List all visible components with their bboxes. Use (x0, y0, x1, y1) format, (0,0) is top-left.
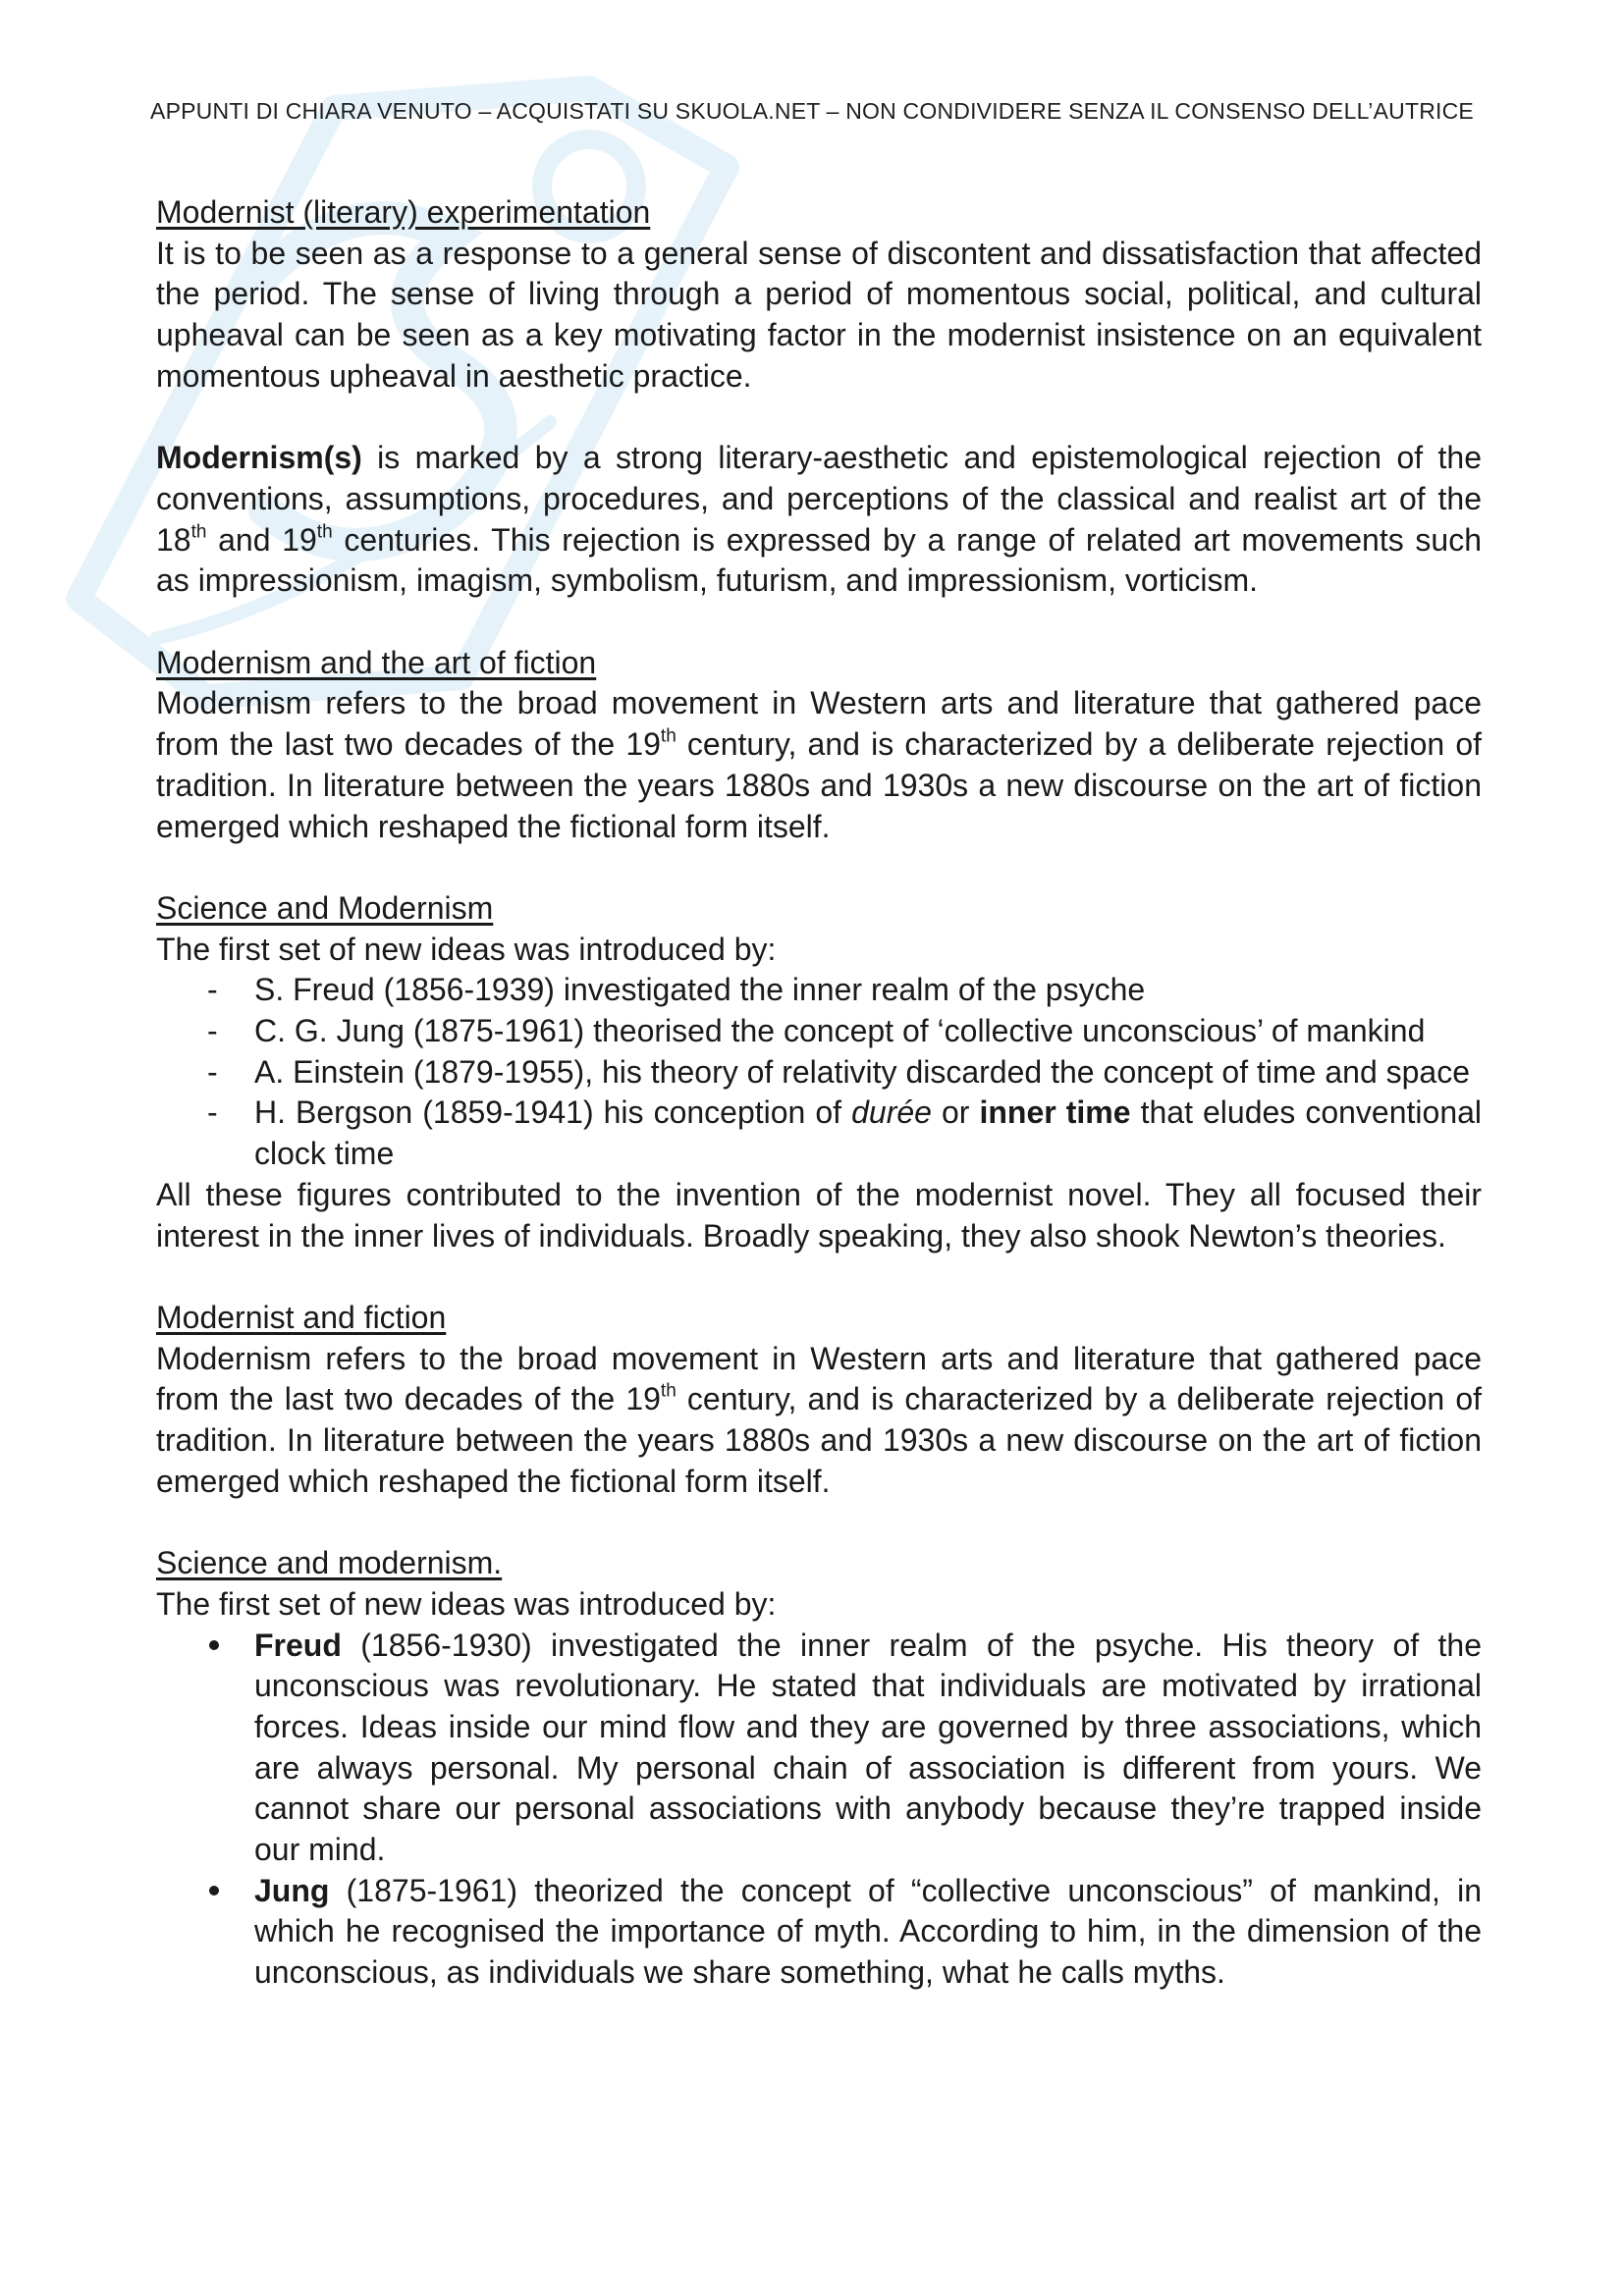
bullet-icon (209, 1886, 219, 1896)
section-heading: Modernism and the art of fiction (156, 644, 597, 680)
list-item-freud: Freud (1856-1930) investigated the inner realm of the psyche. His theory of the unconscious was revolutionary. He stated that individuals are motivated by irrational forces. Ideas inside our mind flow and they are governed by three associations, which are always personal. My personal chain of association is different from yours. We cannot share our personal associations with anybody because they’re trapped inside our mind. (156, 1626, 1482, 1871)
section-modernisms (156, 438, 1482, 602)
section-science-and-modernism (156, 888, 1482, 1256)
section-paragraph: Modernism refers to the broad movement in Western arts and literature that gathered pace from the last two decades of the 19th century, and is characterized by a deliberate rejection of tradition. In literature between the years 1880s and 1930s a new discourse on the art of fiction emerged which reshaped the fictional form itself. (156, 685, 1483, 844)
list-item: - A. Einstein (1879-1955), his theory of relativity discarded the concept of time and space (156, 1052, 1482, 1094)
section-heading: Modernist (literary) experimentation (156, 194, 651, 230)
section-paragraph: Modernism(s) is marked by a strong literary-aesthetic and epistemological rejection of the conventions, assumptions, procedures, and perceptions of the classical and realist art of the 18th and 19th centuries. This rejection is expressed by a range of related art movements such as impressionism, imagism, symbolism, futurism, and impressionism, vorticism. (156, 440, 1483, 599)
list-item: - C. G. Jung (1875-1961) theorised the concept of ‘collective unconscious’ of mankind (156, 1011, 1482, 1052)
section-modernist-and-fiction (156, 1298, 1482, 1503)
list-intro: The first set of new ideas was introduced by: (156, 1585, 777, 1622)
list-intro: The first set of new ideas was introduced by: (156, 931, 777, 967)
section-paragraph: All these figures contributed to the invention of the modernist novel. They all focused their interest in the inner lives of individuals. Broadly speaking, they also shook Newton’s theories. (156, 1176, 1482, 1254)
section-science-and-modernism-2 (156, 1543, 1482, 1994)
dash-list (156, 970, 1482, 1175)
document-body (156, 192, 1482, 2035)
section-modernism-art-of-fiction (156, 643, 1482, 848)
list-item-jung: Jung (1875-1961) theorized the concept of “collective unconscious” of mankind, in which he recognised the importance of myth. According to him, in the dimension of the unconscious, as individuals we share something, what he calls myths. (156, 1871, 1482, 1994)
section-paragraph: Modernism refers to the broad movement in Western arts and literature that gathered pace from the last two decades of the 19th century, and is characterized by a deliberate rejection of tradition. In literature between the years 1880s and 1930s a new discourse on the art of fiction emerged which reshaped the fictional form itself. (156, 1340, 1483, 1499)
list-item: - S. Freud (1856-1939) investigated the inner realm of the psyche (156, 970, 1482, 1011)
key-term: Modernism(s) (156, 440, 362, 476)
section-modernist-experimentation (156, 192, 1482, 398)
list-item: - H. Bergson (1859-1941) his conception of durée or inner time that eludes conventional clock time (156, 1093, 1482, 1174)
page-header: APPUNTI DI CHIARA VENUTO – ACQUISTATI SU SKUOLA.NET – NON CONDIVIDERE SENZA IL CONSENSO DELL’AUTRICE (150, 98, 1474, 124)
section-heading: Science and Modernism (156, 889, 494, 926)
section-paragraph: It is to be seen as a response to a general sense of discontent and dissatisfaction that affected the period. The sense of living through a period of momentous social, political, and cultural upheaval can be seen as a key motivating factor in the modernist insistence on an equivalent momentous upheaval in aesthetic practice. (156, 235, 1482, 394)
bullet-list (156, 1626, 1482, 1994)
bullet-icon (209, 1640, 219, 1650)
section-heading: Modernist and fiction (156, 1299, 447, 1335)
section-heading: Science and modernism. (156, 1545, 503, 1581)
